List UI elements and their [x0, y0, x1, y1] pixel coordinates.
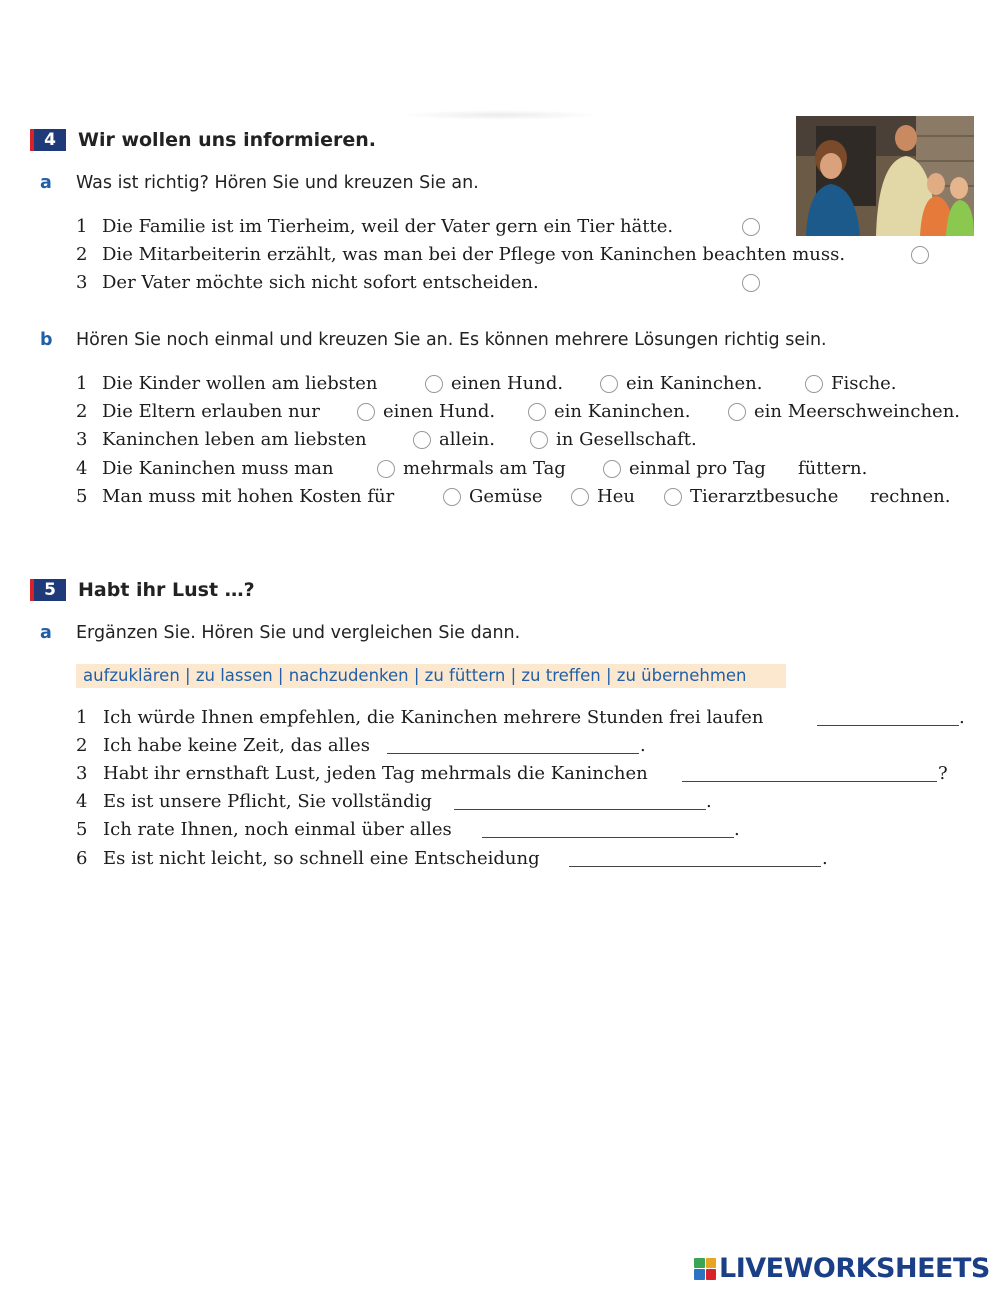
- option-radio[interactable]: [603, 460, 621, 478]
- answer-blank[interactable]: [454, 809, 706, 810]
- option-radio[interactable]: [528, 403, 546, 421]
- option-radio[interactable]: [530, 431, 548, 449]
- answer-blank[interactable]: [482, 837, 734, 838]
- option-label: Heu: [597, 486, 635, 507]
- logo-mark-icon: [694, 1258, 716, 1280]
- answer-checkbox[interactable]: [742, 274, 760, 292]
- list-item: [76, 762, 966, 786]
- exercise-4b-instruction: [40, 330, 827, 350]
- option-label: einen Hund.: [383, 401, 496, 422]
- item-text: Die Eltern erlauben nur: [102, 401, 320, 422]
- option-label: in Gesellschaft.: [556, 429, 697, 450]
- option-label: ein Kaninchen.: [626, 373, 763, 394]
- list-item: [76, 457, 936, 481]
- option-radio[interactable]: [377, 460, 395, 478]
- option-radio[interactable]: [425, 375, 443, 393]
- option-radio[interactable]: [600, 375, 618, 393]
- answer-blank[interactable]: [387, 753, 639, 754]
- item-number: 3: [76, 272, 88, 293]
- item-number: 2: [76, 401, 88, 422]
- list-item: [76, 734, 776, 758]
- item-text: Ich rate Ihnen, noch einmal über alles: [103, 819, 452, 840]
- option-label: mehrmals am Tag: [403, 458, 566, 479]
- item-text: Habt ihr ernsthaft Lust, jeden Tag mehrmals die Kaninchen: [103, 763, 648, 784]
- item-end: .: [822, 848, 828, 869]
- answer-blank[interactable]: [682, 781, 937, 782]
- item-text: Die Mitarbeiterin erzählt, was man bei der Pflege von Kaninchen beachten muss.: [102, 244, 846, 265]
- item-number: 6: [76, 848, 88, 869]
- list-item: [76, 243, 936, 267]
- list-item: [76, 706, 976, 730]
- item-text: Es ist unsere Pflicht, Sie vollständig: [103, 791, 432, 812]
- item-number: 2: [76, 735, 88, 756]
- list-item: [76, 372, 976, 396]
- answer-blank[interactable]: [817, 725, 959, 726]
- answer-blank[interactable]: [569, 866, 821, 867]
- item-text: Ich würde Ihnen empfehlen, die Kaninchen mehrere Stunden frei laufen: [103, 707, 764, 728]
- option-radio[interactable]: [664, 488, 682, 506]
- item-text: Kaninchen leben am liebsten: [102, 429, 367, 450]
- liveworksheets-logo: [694, 1253, 990, 1284]
- list-item: [76, 818, 776, 842]
- option-label: Gemüse: [469, 486, 543, 507]
- list-item: [76, 790, 776, 814]
- instruction-text: Ergänzen Sie. Hören Sie und vergleichen Sie dann.: [76, 623, 521, 643]
- item-end: .: [706, 791, 712, 812]
- item-number: 2: [76, 244, 88, 265]
- item-number: 3: [76, 429, 88, 450]
- answer-checkbox[interactable]: [911, 246, 929, 264]
- item-text: Es ist nicht leicht, so schnell eine Entscheidung: [103, 848, 540, 869]
- instruction-text: Hören Sie noch einmal und kreuzen Sie an. Es können mehrere Lösungen richtig sein.: [76, 330, 827, 350]
- item-text: Die Kaninchen muss man: [102, 458, 334, 479]
- exercise-number: 4: [30, 129, 66, 151]
- item-end: ?: [938, 763, 948, 784]
- item-number: 5: [76, 486, 88, 507]
- option-label: einmal pro Tag: [629, 458, 766, 479]
- item-text: Der Vater möchte sich nicht sofort entscheiden.: [102, 272, 539, 293]
- exercise-5-header: [30, 579, 255, 601]
- sub-letter: a: [40, 623, 52, 643]
- option-label: allein.: [439, 429, 495, 450]
- option-label: Fische.: [831, 373, 897, 394]
- instruction-text: Was ist richtig? Hören Sie und kreuzen Sie an.: [76, 173, 479, 193]
- exercise-number: 5: [30, 579, 66, 601]
- list-item: [76, 485, 976, 509]
- list-item: [76, 847, 836, 871]
- logo-text: LIVEWORKSHEETS: [719, 1253, 990, 1284]
- item-suffix: füttern.: [798, 458, 868, 479]
- list-item: [76, 271, 776, 295]
- item-suffix: rechnen.: [870, 486, 951, 507]
- item-text: Die Familie ist im Tierheim, weil der Vater gern ein Tier hätte.: [102, 216, 674, 237]
- item-end: .: [734, 819, 740, 840]
- option-radio[interactable]: [728, 403, 746, 421]
- item-number: 1: [76, 373, 88, 394]
- list-item: [76, 400, 986, 424]
- option-radio[interactable]: [805, 375, 823, 393]
- option-label: ein Meerschweinchen.: [754, 401, 961, 422]
- sub-letter: a: [40, 173, 52, 193]
- item-end: .: [640, 735, 646, 756]
- option-radio[interactable]: [413, 431, 431, 449]
- answer-checkbox[interactable]: [742, 218, 760, 236]
- item-number: 4: [76, 458, 88, 479]
- option-radio[interactable]: [443, 488, 461, 506]
- exercise-4a-instruction: [40, 173, 479, 193]
- item-number: 4: [76, 791, 88, 812]
- item-number: 1: [76, 707, 88, 728]
- sub-letter: b: [40, 330, 53, 350]
- exercise-5a-instruction: [40, 623, 520, 643]
- exercise-title: Habt ihr Lust …?: [78, 579, 255, 601]
- item-number: 5: [76, 819, 88, 840]
- item-text: Ich habe keine Zeit, das alles: [103, 735, 370, 756]
- list-item: [76, 428, 776, 452]
- option-radio[interactable]: [357, 403, 375, 421]
- item-end: .: [959, 707, 965, 728]
- option-label: einen Hund.: [451, 373, 564, 394]
- option-label: Tierarztbesuche: [690, 486, 839, 507]
- item-number: 1: [76, 216, 88, 237]
- word-bank: aufzuklären | zu lassen | nachzudenken | zu füttern | zu treffen | zu übernehmen: [76, 664, 786, 688]
- list-item: [76, 215, 776, 239]
- item-text: Man muss mit hohen Kosten für: [102, 486, 395, 507]
- family-photo: [796, 116, 974, 236]
- item-text: Die Kinder wollen am liebsten: [102, 373, 378, 394]
- exercise-title: Wir wollen uns informieren.: [78, 129, 377, 151]
- page-shadow: [400, 110, 600, 120]
- option-label: ein Kaninchen.: [554, 401, 691, 422]
- exercise-4-header: [30, 129, 376, 151]
- option-radio[interactable]: [571, 488, 589, 506]
- item-number: 3: [76, 763, 88, 784]
